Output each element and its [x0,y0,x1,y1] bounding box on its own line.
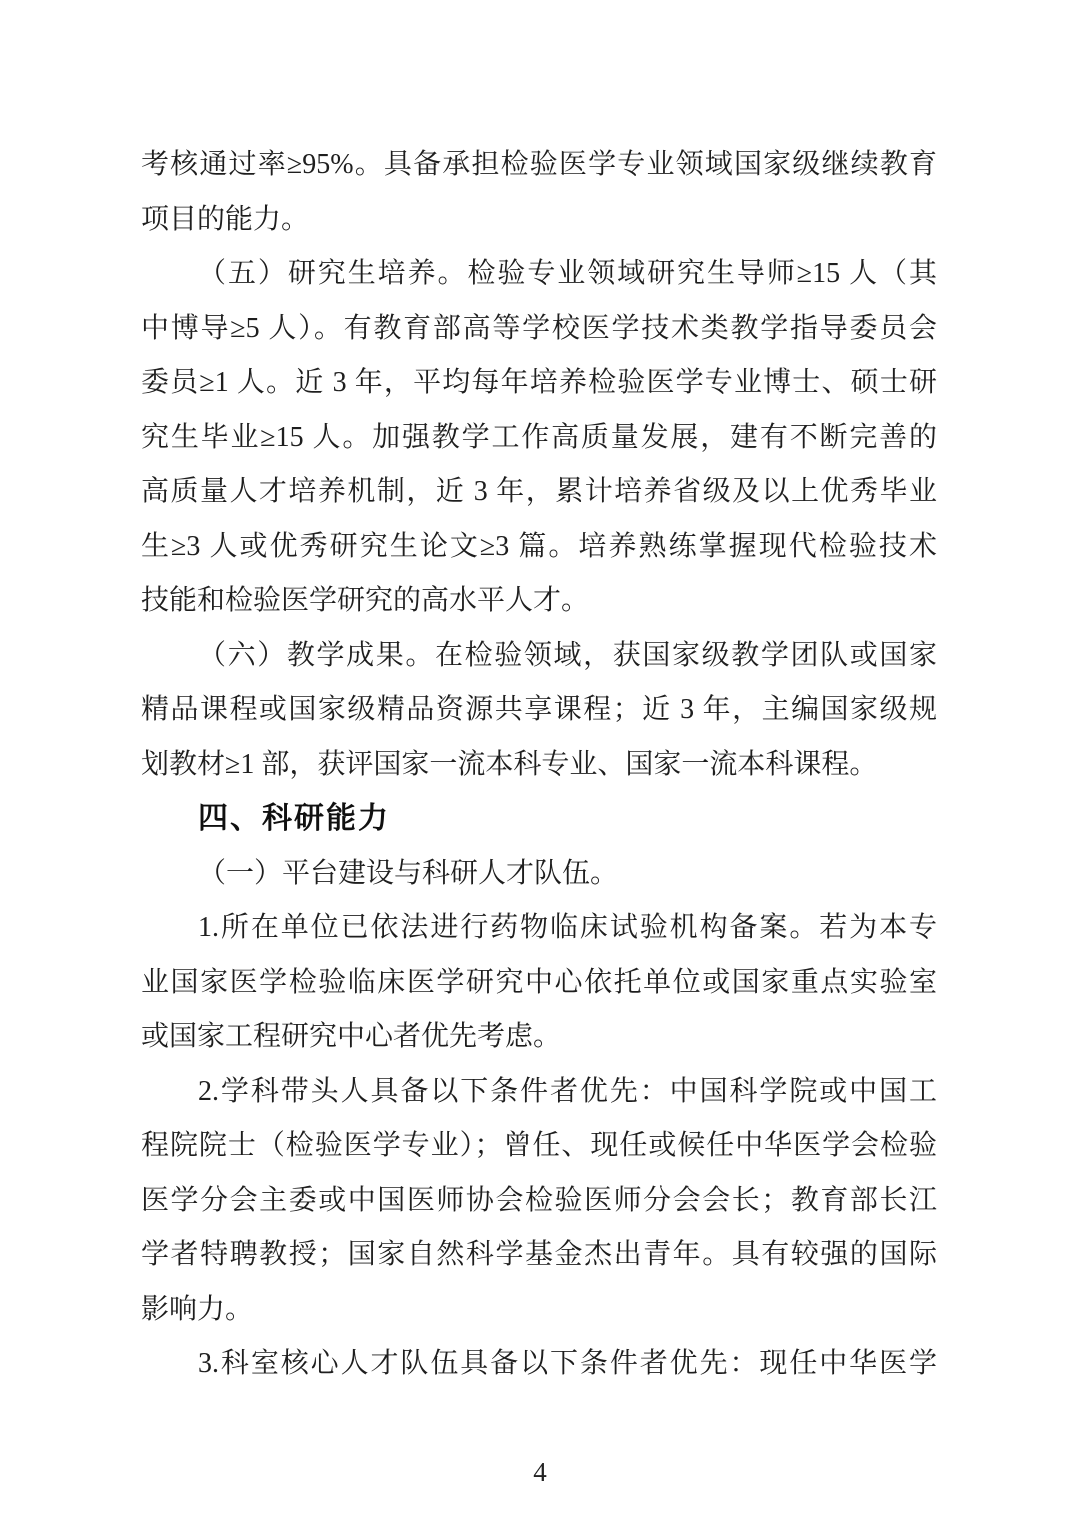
body-line: 或国家工程研究中心者优先考虑。 [141,1021,562,1052]
body-line: 委员≥1 人。近 3 年，平均每年培养检验医学专业博士、硕士研 [141,367,937,398]
body-line: 项目的能力。 [141,203,310,235]
body-line: 究生毕业≥15 人。加强教学工作高质量发展，建有不断完善的 [141,421,937,453]
body-line: 划教材≥1 部，获评国家一流本科专业、国家一流本科课程。 [141,748,878,780]
body-line: 生≥3 人或优秀研究生论文≥3 篇。培养熟练掌握现代检验技术 [141,530,937,562]
body-line: 高质量人才培养机制，近 3 年，累计培养省级及以上优秀毕业 [141,476,937,507]
body-line: 考核通过率≥95%。具备承担检验医学专业领域国家级继续教育 [141,149,937,180]
body-line: 学者特聘教授；国家自然科学基金杰出青年。具有较强的国际 [141,1239,937,1270]
body-line: 3.科室核心人才队伍具备以下条件者优先：现任中华医学 [198,1348,937,1379]
body-line: （六）教学成果。在检验领域，获国家级教学团队或国家 [198,639,937,671]
body-line: 程院院士（检验医学专业）；曾任、现任或候任中华医学会检验 [141,1130,937,1161]
body-line: 中博导≥5 人）。有教育部高等学校医学技术类教学指导委员会 [141,312,937,344]
page-number: 4 [533,1457,547,1487]
body-line: 业国家医学检验临床医学研究中心依托单位或国家重点实验室 [141,966,937,998]
body-line: 1.所在单位已依法进行药物临床试验机构备案。若为本专 [198,912,937,943]
body-line: 技能和检验医学研究的高水平人才。 [141,585,590,616]
body-line: 2.学科带头人具备以下条件者优先：中国科学院或中国工 [198,1075,937,1107]
body-line: 影响力。 [141,1293,254,1325]
subsection-title: （一）平台建设与科研人才队伍。 [198,857,619,889]
body-line: 精品课程或国家级精品资源共享课程；近 3 年，主编国家级规 [141,694,937,725]
body-line: （五）研究生培养。检验专业领域研究生导师≥15 人（其 [198,258,937,289]
body-line: 医学分会主委或中国医师协会检验医师分会会长；教育部长江 [141,1184,937,1216]
section-heading: 四、科研能力 [198,802,390,835]
document-body [141,138,937,1392]
